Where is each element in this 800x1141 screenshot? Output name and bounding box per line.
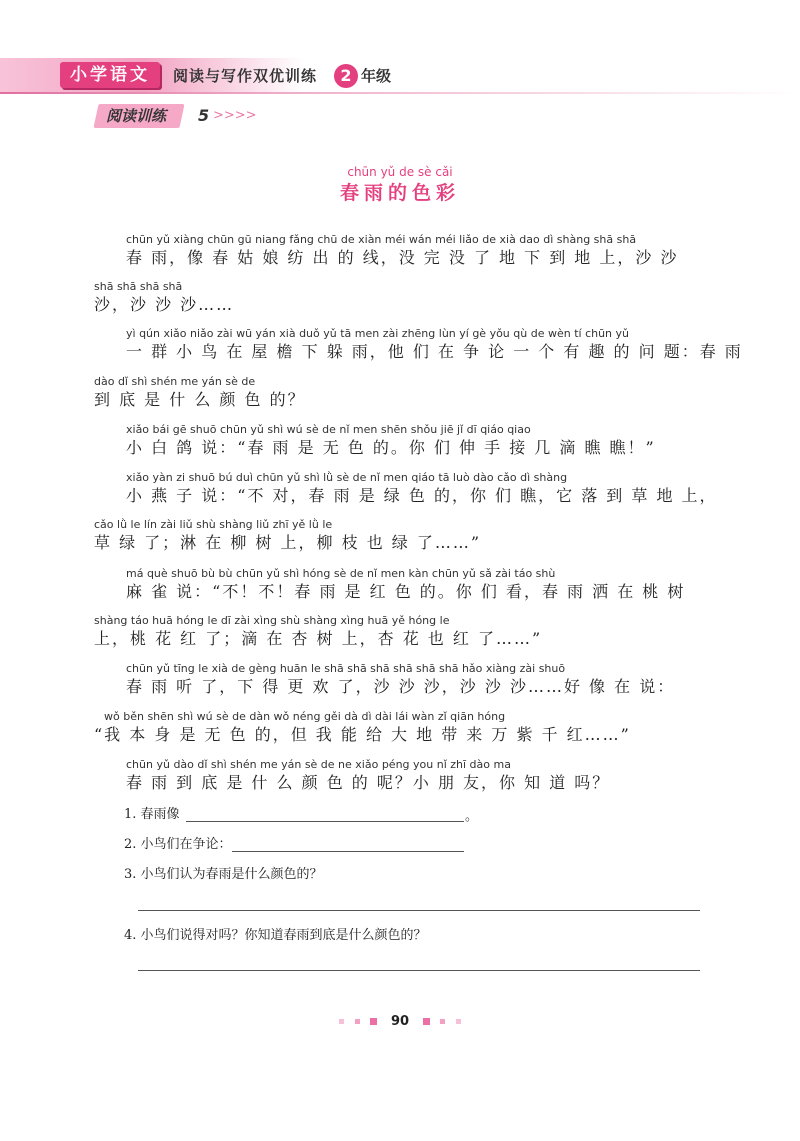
question-3-label: 3. 小鸟们认为春雨是什么颜色的？ [124,867,323,882]
footer-dot-icon [339,1019,344,1024]
question-1-label: 1. 春雨像 [124,807,180,822]
passage-text-2: 沙，沙 沙 沙…… [94,295,235,314]
passage-text-11: “我 本 身 是 无 色 的，但 我 能 给 大 地 带 来 万 紫 千 红……” [94,725,631,744]
page-footer [0,1012,800,1032]
page-title: 春雨的色彩 [339,182,460,204]
passage-text-12: 春 雨 到 底 是 什 么 颜 色 的 呢？小 朋 友，你 知 道 吗？ [126,773,611,792]
grade-label: 年级 [361,67,392,85]
page-number: 90 [390,1014,410,1029]
passage-text-6: 小 燕 子 说：“不 对，春 雨 是 绿 色 的，你 们 瞧，它 落 到 草 地 上， [126,486,718,505]
passage-text-3: 一 群 小 鸟 在 屋 檐 下 躲 雨，他 们 在 争 论 一 个 有 趣 的 问 题：春 雨 [126,342,743,361]
footer-square-icon [370,1018,377,1025]
passage-text-4: 到 底 是 什 么 颜 色 的？ [94,390,306,409]
section-label: 阅读训练 [106,107,167,125]
passage-text-5: 小 白 鸽 说：“春 雨 是 无 色 的。你 们 伸 手 接 几 滴 瞧 瞧！” [126,438,656,457]
subject-badge: 小学语文 [60,62,160,88]
question-1-answer-line[interactable] [186,821,464,822]
passage-pinyin-10: chūn yǔ tīng le xià de gèng huān le shā shā shā shā shā shā hǎo xiàng zài shuō [126,662,566,675]
passage-text-7: 草 绿 了；淋 在 柳 树 上，柳 枝 也 绿 了……” [94,533,482,552]
question-1-suffix: 。 [465,809,479,824]
footer-dot-icon [440,1019,445,1024]
passage-pinyin-12: chūn yǔ dào dǐ shì shén me yán sè de ne xiǎo péng you nǐ zhī dào ma [126,758,511,771]
passage-text-1: 春 雨，像 春 姑 娘 纺 出 的 线，没 完 没 了 地 下 到 地 上，沙 沙 [126,248,679,267]
series-title: 阅读与写作双优训练 [173,67,318,85]
passage-pinyin-4: dào dǐ shì shén me yán sè de [94,375,256,388]
passage-pinyin-2: shā shā shā shā [94,280,183,293]
passage-pinyin-7: cǎo lǜ le lín zài liǔ shù shàng liǔ zhī yě lǜ le [94,518,333,531]
passage-pinyin-8: má què shuō bù bù chūn yǔ shì hóng sè de nǐ men kàn chūn yǔ sǎ zài táo shù [126,567,556,580]
passage-pinyin-9: shàng táo huā hóng le dī zài xìng shù shàng xìng huā yě hóng le [94,614,450,627]
passage-text-10: 春 雨 听 了，下 得 更 欢 了，沙 沙 沙，沙 沙 沙……好 像 在 说： [126,677,676,696]
grade-number-badge: 2 [334,64,358,88]
section-number: 5 [198,106,210,125]
question-4-answer-line[interactable] [138,970,700,971]
question-4-label: 4. 小鸟们说得对吗？你知道春雨到底是什么颜色的？ [124,928,427,943]
section-tag [93,104,184,128]
title-pinyin: chūn yǔ de sè cǎi [347,165,453,179]
question-2-answer-line[interactable] [232,851,464,852]
header-divider [0,92,800,94]
footer-dot-icon [355,1019,360,1024]
passage-pinyin-5: xiǎo bái gē shuō chūn yǔ shì wú sè de nǐ men shēn shǒu jiē jǐ dī qiáo qiao [126,423,531,436]
passage-pinyin-1: chūn yǔ xiàng chūn gū niang fǎng chū de xiàn méi wán méi liǎo de xià dao dì shàng shā shā [126,233,637,246]
footer-dot-icon [456,1019,461,1024]
question-1 [124,806,180,824]
passage-pinyin-6: xiǎo yàn zi shuō bú duì chūn yǔ shì lǜ sè de nǐ men qiáo tā luò dào cǎo dì shàng [126,471,568,484]
passage-pinyin-3: yì qún xiǎo niǎo zài wū yán xià duǒ yǔ tā men zài zhēng lùn yí gè yǒu qù de wèn tí chūn yǔ [126,327,630,340]
passage-text-9: 上，桃 花 红 了；滴 在 杏 树 上，杏 花 也 红 了……” [94,629,543,648]
passage-pinyin-11: wǒ běn shēn shì wú sè de dàn wǒ néng gěi dà dì dài lái wàn zǐ qiān hóng [104,710,506,723]
passage-text-8: 麻 雀 说：“不！不！春 雨 是 红 色 的。你 们 看，春 雨 洒 在 桃 树 [126,582,686,601]
question-3-answer-line[interactable] [138,910,700,911]
section-arrows-icon: >>>> [213,108,257,123]
footer-square-icon [423,1018,430,1025]
question-2-label: 2. 小鸟们在争论： [124,837,232,852]
